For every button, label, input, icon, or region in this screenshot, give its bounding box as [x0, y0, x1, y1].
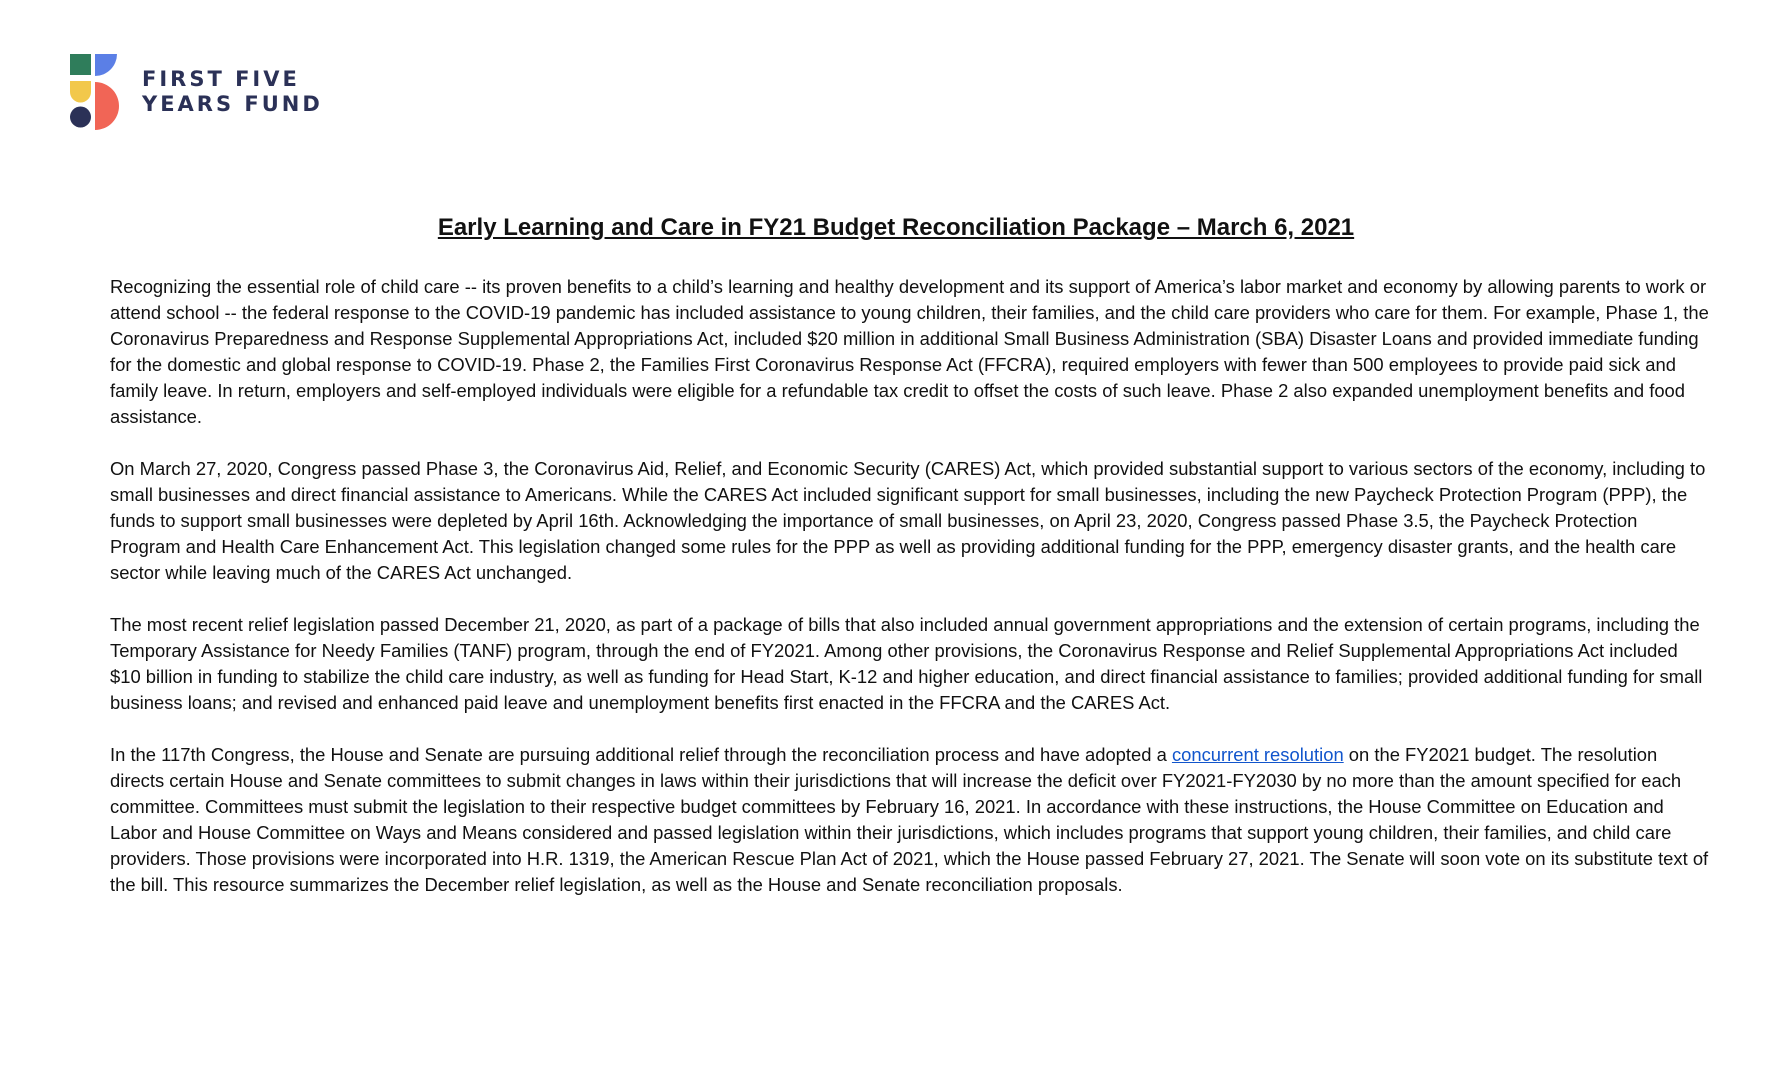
document-body — [110, 274, 1710, 924]
document-title: Early Learning and Care in FY21 Budget Reconciliation Package – March 6, 2021 — [437, 214, 1355, 241]
concurrent-resolution-link[interactable]: concurrent resolution — [1171, 744, 1344, 765]
paragraph-117th-congress — [110, 742, 1710, 898]
paragraph-december-relief: The most recent relief legislation passed December 21, 2020, as part of a package of bills that also included annual government appropriations and the extension of certain programs, including the Temporary Assistance for Needy Families (TANF) program, through the end of FY2021. Among other provisions, the Coronavirus Response and Relief Supplemental Appropriations Act included $10 billion in funding to stabilize the child care industry, as well as funding for Head Start, K-12 and higher education, and direct financial assistance to families; provided additional funding for small business loans; and revised and enhanced paid leave and unemployment benefits first enacted in the FFCRA and the CARES Act. — [110, 614, 1703, 713]
paragraph-117th-text-after-link: on the FY2021 budget. The resolution directs certain House and Senate committees to submit changes in laws within their jurisdictions that will increase the deficit over FY2021-FY2030 by no more than the amount specified for each committee. Committees must submit the legislation to their respective budget committees by February 16, 2021. In accordance with these instructions, the House Committee on Education and Labor and House Committee on Ways and Means considered and passed legislation within their jurisdictions, which includes programs that support young children, their families, and child care providers. Those provisions were incorporated into H.R. 1319, the American Rescue Plan Act of 2021, which the House passed February 27, 2021. The Senate will soon vote on its substitute text of the bill. This resource summarizes the December relief legislation, as well as the House and Senate reconciliation proposals. — [110, 744, 1709, 895]
first-five-years-fund-logo-icon — [70, 54, 126, 130]
paragraph-cares-act: On March 27, 2020, Congress passed Phase 3, the Coronavirus Aid, Relief, and Economic Security (CARES) Act, which provided substantial support to various sectors of the economy, including to small businesses and direct financial assistance to Americans. While the CARES Act included significant support for small businesses, including the new Paycheck Protection Program (PPP), the funds to support small businesses were depleted by April 16th. Acknowledging the importance of small businesses, on April 23, 2020, Congress passed Phase 3.5, the Paycheck Protection Program and Health Care Enhancement Act. This legislation changed some rules for the PPP as well as providing additional funding for the PPP, emergency disaster grants, and the health care sector while leaving much of the CARES Act unchanged. — [110, 458, 1706, 583]
org-logo — [70, 54, 323, 130]
paragraph-117th-text-before-link: In the 117th Congress, the House and Senate are pursuing additional relief through the reconciliation process and have adopted a — [110, 744, 1172, 765]
org-name-line2: YEARS FUND — [142, 92, 323, 116]
org-name-line1: FIRST FIVE — [142, 67, 300, 91]
paragraph-covid-response-phases: Recognizing the essential role of child care -- its proven benefits to a child’s learning and healthy development and its support of America’s labor market and economy by allowing parents to work or attend school -- the federal response to the COVID-19 pandemic has included assistance to young children, their families, and the child care providers who care for them. For example, Phase 1, the Coronavirus Preparedness and Response Supplemental Appropriations Act, included $20 million in additional Small Business Administration (SBA) Disaster Loans and provided immediate funding for the domestic and global response to COVID-19. Phase 2, the Families First Coronavirus Response Act (FFCRA), required employers with fewer than 500 employees to provide paid sick and family leave. In return, employers and self-employed individuals were eligible for a refundable tax credit to offset the costs of such leave. Phase 2 also expanded unemployment benefits and food assistance. — [110, 276, 1709, 427]
org-name — [142, 67, 323, 117]
